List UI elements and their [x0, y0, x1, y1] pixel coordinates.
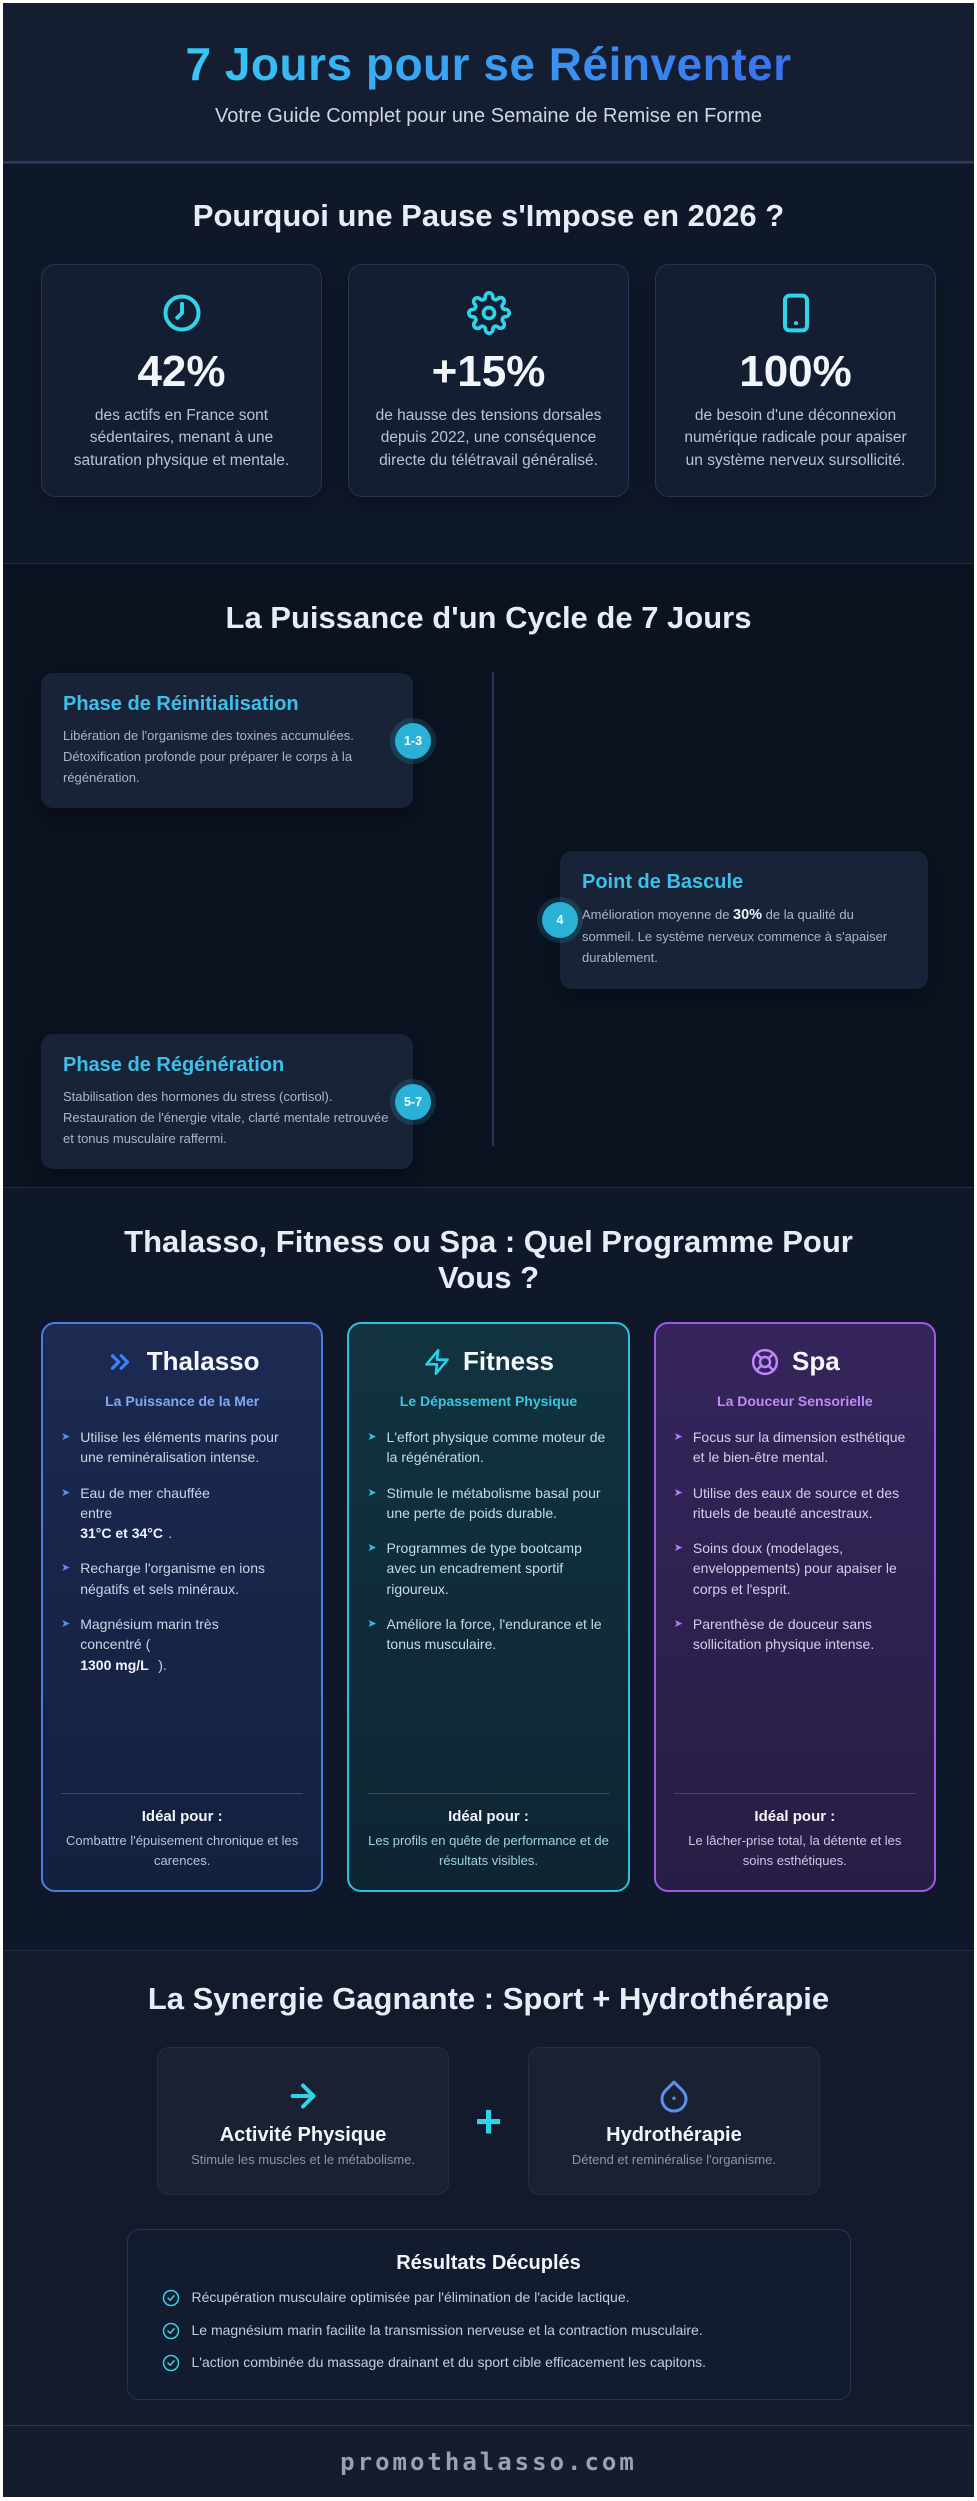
arrow-right-icon [285, 2076, 321, 2116]
footer [3, 2425, 974, 2497]
arrow-bullet-icon: ➤ [61, 1562, 71, 1575]
droplet-icon [656, 2076, 692, 2116]
program-bullets [674, 1427, 916, 1777]
synergy-card-text: Détend et reminéralise l'organisme. [571, 2151, 776, 2167]
list-item: ➤ Programmes de type bootcamp avec un encadrement sportif rigoureux. [367, 1538, 609, 1599]
program-cards [41, 1322, 936, 1892]
program-ideal [61, 1793, 303, 1870]
synergy-card-hydro [528, 2047, 820, 2195]
timeline-card-regeneration [41, 1034, 423, 1169]
section-title: La Synergie Gagnante : Sport + Hydrothérapie [147, 1981, 830, 2016]
list-item: ➤ L'effort physique comme moteur de la régénération. [367, 1427, 609, 1468]
list-item: ➤ Stimule le métabolisme basal pour une perte de poids durable. [367, 1483, 609, 1524]
program-name: Thalasso [146, 1346, 260, 1376]
section-title: Thalasso, Fitness ou Spa : Quel Programme Pour Vous ? [124, 1224, 853, 1295]
stat-text: des actifs en France sont sédentaires, menant à une saturation physique et mentale. [73, 407, 290, 469]
clock-icon [60, 289, 303, 337]
result-text: Récupération musculaire optimisée par l'élimination de l'acide lactique. [191, 2289, 630, 2305]
list-item [162, 2288, 816, 2308]
results-card [127, 2229, 851, 2400]
synergy-card-title: Activité Physique [219, 2123, 387, 2146]
program-bullets [367, 1427, 609, 1777]
section-programs [3, 1187, 974, 1950]
ideal-text: Le lâcher-prise total, la détente et les soins esthétiques. [688, 1833, 902, 1868]
arrow-bullet-icon: ➤ [367, 1542, 377, 1555]
smartphone-icon [674, 289, 917, 337]
phase-text: Libération de l'organisme des toxines accumulées. Détoxification profonde pour préparer le corps à la régénération. [63, 728, 354, 785]
section-why-pause [3, 163, 974, 563]
stat-cards [41, 264, 936, 497]
page-title: 7 Jours pour se Réinventer [3, 37, 974, 91]
header [3, 3, 974, 163]
list-item: ➤ Focus sur la dimension esthétique et le bien-être mental. [674, 1427, 916, 1468]
check-circle-icon [162, 2354, 180, 2372]
synergy-card-text: Stimule les muscles et le métabolisme. [191, 2151, 416, 2167]
check-circle-icon [162, 2289, 180, 2307]
list-item [162, 2321, 816, 2341]
chevrons-right-icon [105, 1347, 135, 1377]
list-item: ➤ Magnésium marin très concentré ( 1300 mg/L ). [61, 1614, 303, 1675]
phase-highlight: 30% [733, 907, 763, 923]
ideal-label: Idéal pour : [448, 1808, 529, 1825]
arrow-bullet-icon: ➤ [61, 1618, 71, 1631]
ideal-text: Les profils en quête de performance et de résultats visibles. [368, 1833, 609, 1868]
list-item: ➤ Soins doux (modelages, enveloppements) pour apaiser le corps et l'esprit. [674, 1538, 916, 1599]
day-badge: 4 [542, 902, 578, 938]
section-cycle [3, 563, 974, 1187]
program-name: Fitness [462, 1346, 554, 1376]
stat-card-digital-detox [655, 264, 936, 497]
program-tagline: Le Dépassement Physique [399, 1393, 578, 1409]
stat-value: +15% [431, 347, 546, 396]
day-badge: 1-3 [395, 723, 431, 759]
synergy-card-title: Hydrothérapie [606, 2123, 742, 2146]
arrow-bullet-icon: ➤ [367, 1618, 377, 1631]
list-item: ➤ Recharge l'organisme en ions négatifs et sels minéraux. [61, 1558, 303, 1599]
phase-text: Stabilisation des hormones du stress (cortisol). Restauration de l'énergie vitale, clarté mentale retrouvée et tonus musculaire raffermi. [63, 1089, 389, 1146]
arrow-bullet-icon: ➤ [61, 1431, 71, 1443]
program-bullets [61, 1427, 303, 1777]
ideal-text: Combattre l'épuisement chronique et les carences. [66, 1833, 299, 1868]
lifebuoy-icon [750, 1347, 780, 1377]
program-ideal [674, 1793, 916, 1870]
section-title: Pourquoi une Pause s'Impose en 2026 ? [192, 198, 785, 233]
result-text: Le magnésium marin facilite la transmission nerveuse et la contraction musculaire. [191, 2321, 703, 2338]
results-title: Résultats Décuplés [396, 2252, 581, 2274]
check-circle-icon [162, 2322, 180, 2340]
arrow-bullet-icon: ➤ [367, 1431, 377, 1443]
stat-card-back-tension [348, 264, 629, 497]
timeline [3, 660, 974, 1180]
result-text: L'action combinée du massage drainant et du sport cible efficacement les capitons. [191, 2354, 706, 2371]
timeline-line [492, 672, 494, 1146]
list-item: ➤ Utilise les éléments marins pour une reminéralisation intense. [61, 1427, 303, 1468]
program-ideal [367, 1793, 609, 1870]
plus-icon: + [475, 2095, 502, 2147]
program-card-fitness [347, 1322, 629, 1892]
program-tagline: La Douceur Sensorielle [717, 1393, 873, 1409]
synergy-row [41, 2047, 936, 2195]
arrow-bullet-icon: ➤ [673, 1542, 683, 1555]
arrow-bullet-icon: ➤ [673, 1486, 683, 1499]
stat-text: de hausse des tensions dorsales depuis 2022, une conséquence directe du télétravail généralisé. [375, 407, 602, 469]
synergy-card-sport [157, 2047, 449, 2195]
day-badge: 5-7 [395, 1084, 431, 1120]
phase-text: Amélioration moyenne de 30% de la qualité du sommeil. Le système nerveux commence à s'apaiser durablement. [582, 907, 888, 965]
program-header [674, 1346, 916, 1377]
arrow-bullet-icon: ➤ [673, 1618, 683, 1631]
site-url: promothalasso.com [340, 2447, 637, 2476]
timeline-card-reinitialisation [41, 673, 423, 808]
program-card-thalasso [41, 1322, 323, 1892]
page-subtitle: Votre Guide Complet pour une Semaine de Remise en Forme [215, 105, 762, 127]
arrow-bullet-icon: ➤ [367, 1486, 377, 1499]
gear-icon [367, 289, 610, 337]
list-item: ➤ Utilise des eaux de source et des rituels de beauté ancestraux. [674, 1483, 916, 1524]
program-header [61, 1346, 303, 1377]
stat-text: de besoin d'une déconnexion numérique radicale pour apaiser un système nerveux sursollicité. [684, 407, 907, 469]
ideal-label: Idéal pour : [141, 1808, 223, 1825]
stat-card-sedentary [41, 264, 322, 497]
list-item: ➤ Eau de mer chauffée entre 31°C et 34°C . [61, 1483, 303, 1544]
list-item: ➤ Améliore la force, l'endurance et le tonus musculaire. [367, 1614, 609, 1655]
program-card-spa [654, 1322, 936, 1892]
arrow-bullet-icon: ➤ [61, 1486, 71, 1499]
ideal-label: Idéal pour : [754, 1808, 836, 1825]
program-name: Spa [791, 1346, 840, 1376]
arrow-bullet-icon: ➤ [673, 1431, 683, 1443]
phase-title: Phase de Régénération [63, 1054, 285, 1076]
phase-title: Phase de Réinitialisation [63, 693, 299, 715]
list-item: ➤ Parenthèse de douceur sans sollicitation physique intense. [674, 1614, 916, 1655]
timeline-card-bascule [556, 851, 928, 989]
section-title: La Puissance d'un Cycle de 7 Jours [225, 600, 752, 635]
lightning-icon [423, 1348, 451, 1376]
list-item [162, 2353, 816, 2373]
section-synergy [3, 1950, 974, 2425]
infographic-page [3, 3, 974, 2497]
stat-value: 42% [137, 347, 226, 396]
phase-title: Point de Bascule [582, 871, 744, 893]
stat-value: 100% [739, 347, 852, 396]
program-tagline: La Puissance de la Mer [105, 1393, 260, 1409]
program-header [367, 1346, 609, 1377]
